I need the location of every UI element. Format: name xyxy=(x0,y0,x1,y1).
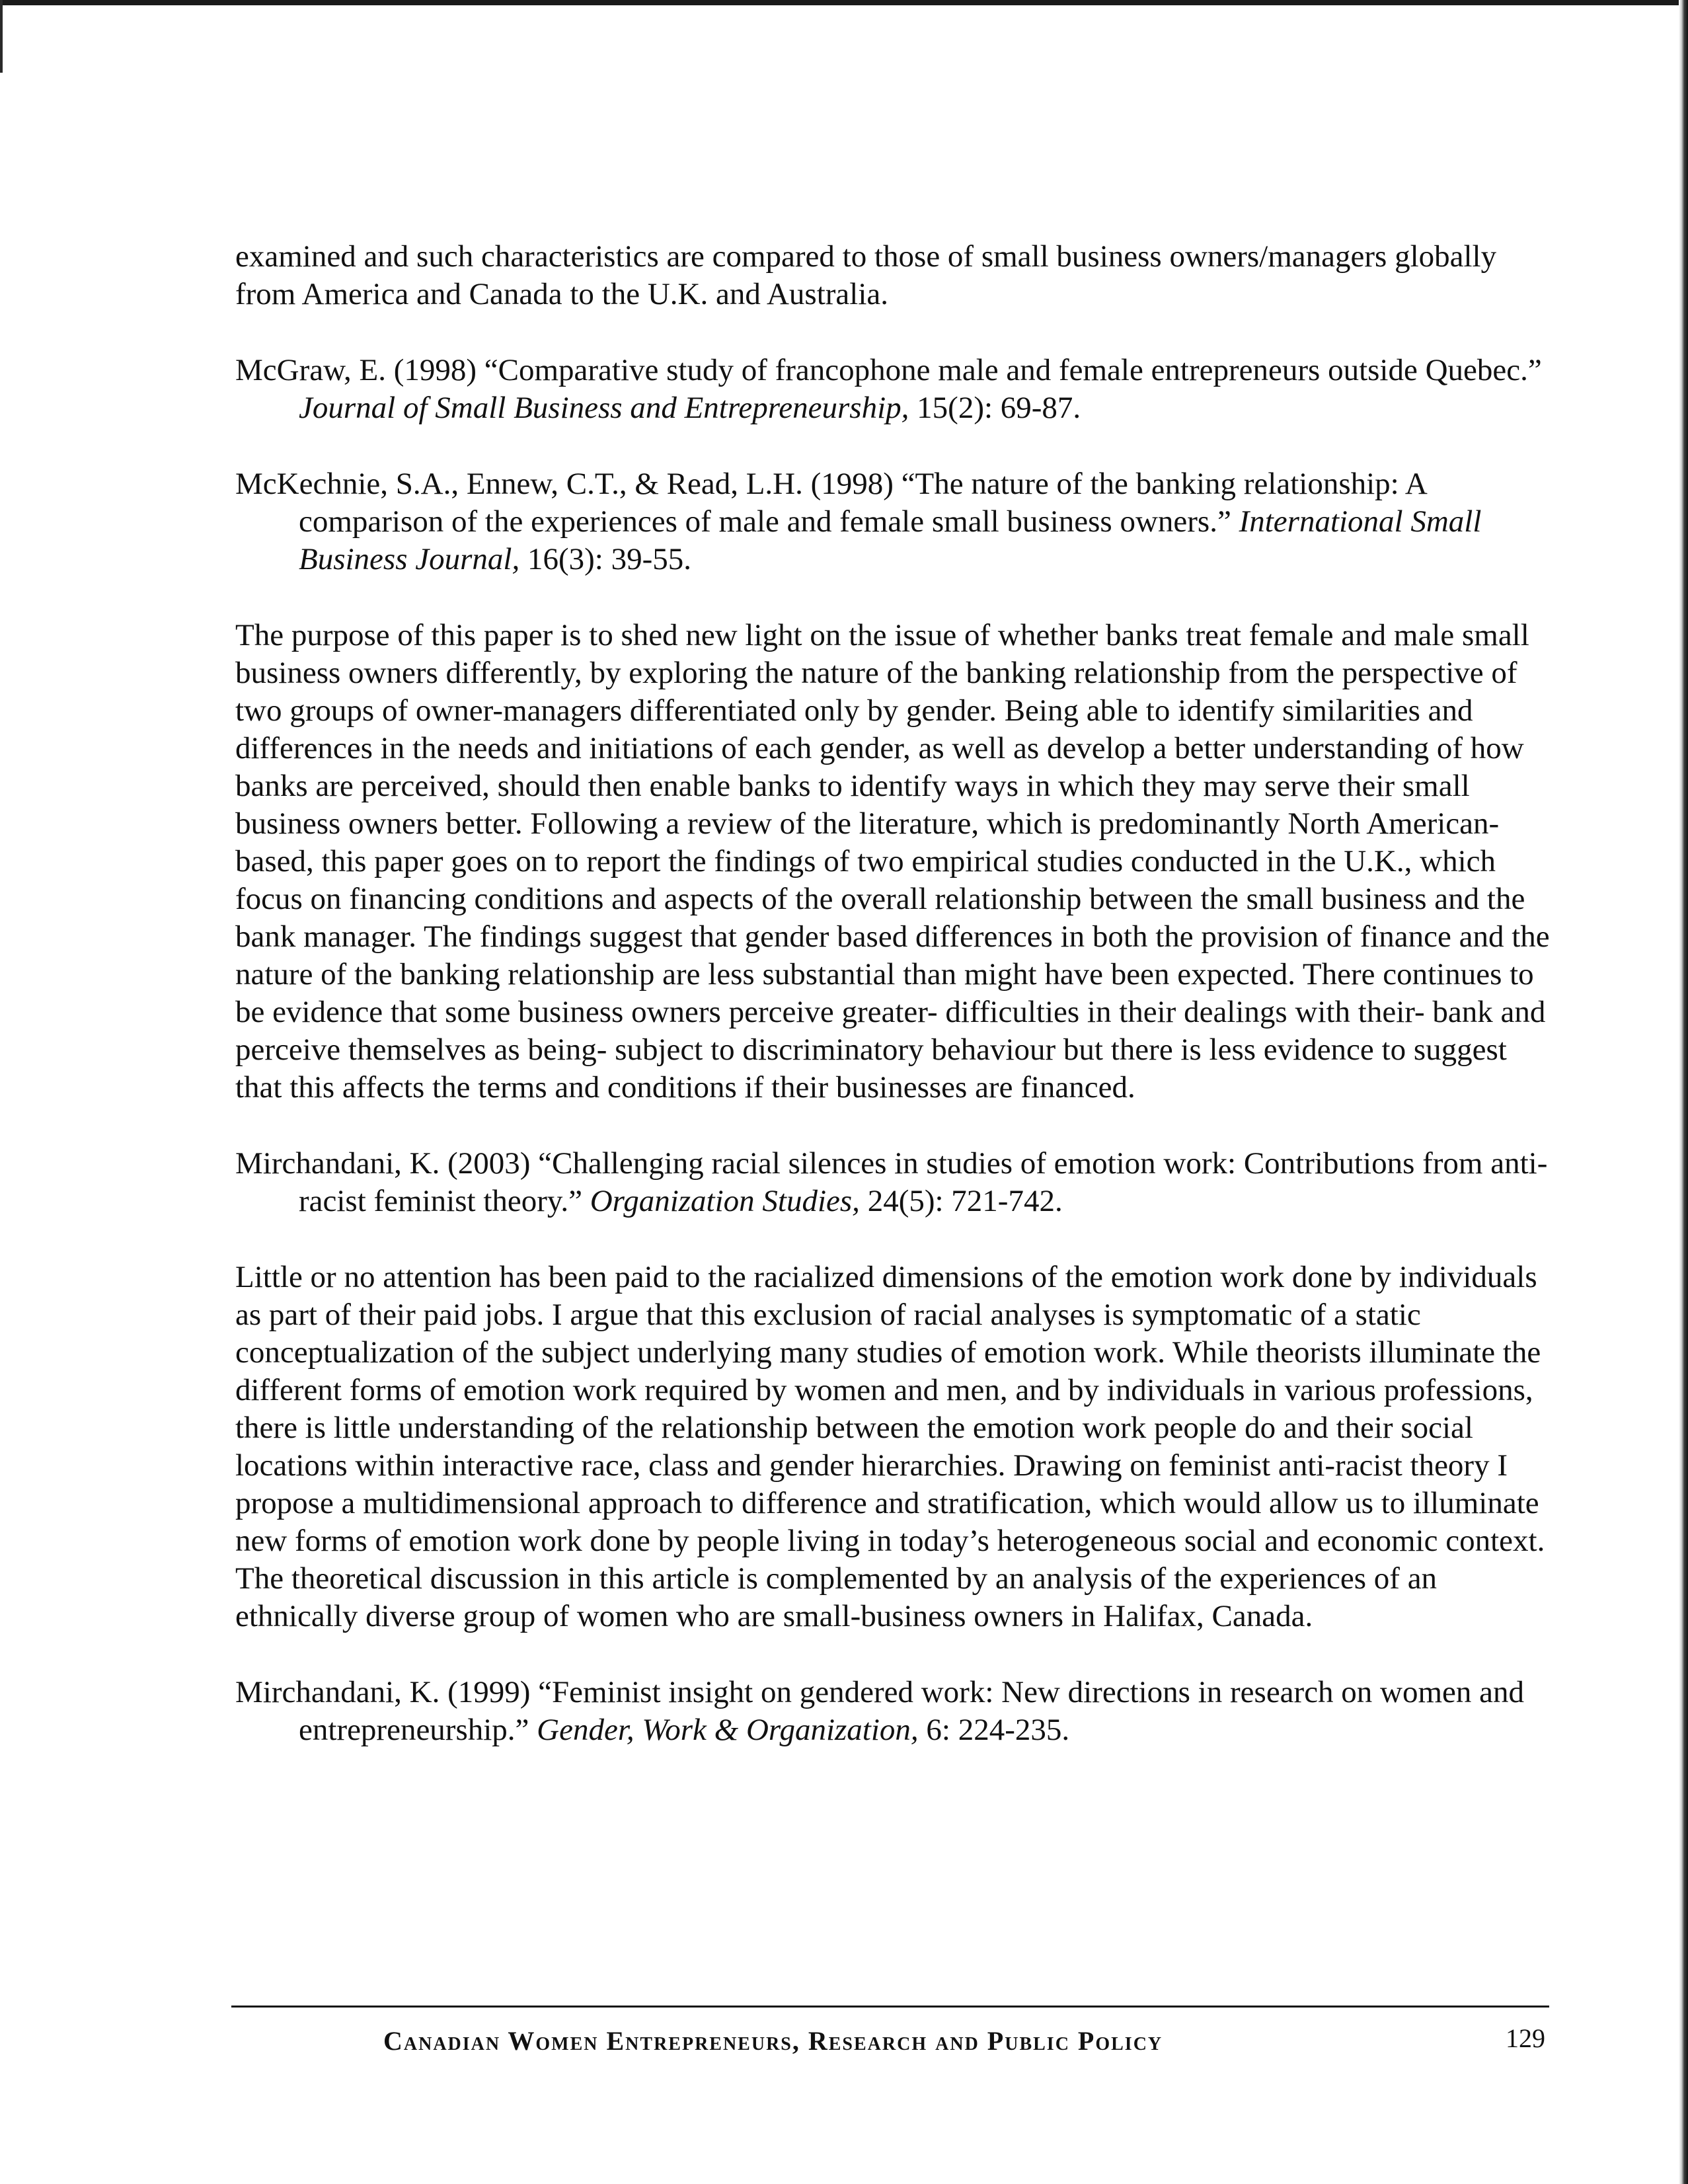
reference-mckechnie-1998 xyxy=(235,465,1551,578)
reference-volume: 15(2): 69-87. xyxy=(917,391,1081,425)
page-number: 129 xyxy=(1506,2023,1545,2053)
reference-volume: 6: 224-235. xyxy=(926,1713,1070,1747)
reference-title: “The nature of the banking relationship: A comparison of the experiences of male and female small business owners.” xyxy=(299,467,1426,539)
reference-volume: 16(3): 39-55. xyxy=(527,542,691,576)
reference-mirchandani-1999 xyxy=(235,1674,1551,1749)
reference-title: “Challenging racial silences in studies of emotion work: Contributions from anti-racist feminist theory.” xyxy=(299,1146,1548,1218)
reference-authors: McKechnie, S.A., Ennew, C.T., & Read, L.H. (1998) xyxy=(235,467,894,501)
reference-authors: Mirchandani, K. (1999) xyxy=(235,1675,531,1709)
reference-journal: International Small Business Journal, xyxy=(299,504,1482,576)
scan-edge-left xyxy=(0,0,3,73)
reference-volume: 24(5): 721-742. xyxy=(867,1184,1063,1218)
reference-title: “Feminist insight on gendered work: New directions in research on women and entrepreneurship.” xyxy=(299,1675,1525,1747)
scan-edge-top xyxy=(0,0,1688,5)
scan-edge-right xyxy=(1679,0,1688,2184)
reference-authors: Mirchandani, K. (2003) xyxy=(235,1146,531,1181)
reference-title: “Comparative study of francophone male and female entrepreneurs outside Quebec.” xyxy=(484,353,1542,387)
page-body xyxy=(235,238,1551,1787)
footer-divider xyxy=(231,2006,1549,2008)
reference-journal: Gender, Work & Organization, xyxy=(537,1713,919,1747)
reference-authors: McGraw, E. (1998) xyxy=(235,353,477,387)
abstract-mckechnie: The purpose of this paper is to shed new light on the issue of whether banks treat female and male small business owners differently, by exploring the nature of the banking relationship from the perspective of two groups of owner-managers differentiated only by gender. Being able to identify similarities and differences in the needs and initiations of each gender, as well as develop a better understanding of how banks are perceived, should then enable banks to identify ways in which they may serve their small business owners better. Following a review of the literature, which is predominantly North American- based, this paper goes on to report the findings of two empirical studies conducted in the U.K., which focus on financing conditions and aspects of the overall relationship between the small business and the bank manager. The findings suggest that gender based differences in both the provision of finance and the nature of the banking relationship are less substantial than might have been expected. There continues to be evidence that some business owners perceive greater- difficulties in their dealings with their- bank and perceive themselves as being- subject to discriminatory behaviour but there is less evidence to suggest that this affects the terms and conditions if their businesses are financed. xyxy=(235,618,1550,1105)
reference-mcgraw-1998 xyxy=(235,352,1551,427)
reference-mirchandani-2003 xyxy=(235,1145,1551,1220)
reference-journal: Organization Studies, xyxy=(590,1184,860,1218)
intro-paragraph: examined and such characteristics are compared to those of small business owners/managers globally from America and Canada to the U.K. and Australia. xyxy=(235,239,1497,311)
running-footer-title: Canadian Women Entrepreneurs, Research and Public Policy xyxy=(383,2026,1163,2056)
abstract-mirchandani-2003: Little or no attention has been paid to the racialized dimensions of the emotion work done by individuals as part of their paid jobs. I argue that this exclusion of racial analyses is symptomatic of a static conceptualization of the subject underlying many studies of emotion work. While theorists illuminate the different forms of emotion work required by women and men, and by individuals in various professions, there is little understanding of the relationship between the emotion work people do and their social locations within interactive race, class and gender hierarchies. Drawing on feminist anti-racist theory I propose a multidimensional approach to difference and stratification, which would allow us to illuminate new forms of emotion work done by people living in today’s heterogeneous social and economic context. The theoretical discussion in this article is complemented by an analysis of the experiences of an ethnically diverse group of women who are small-business owners in Halifax, Canada. xyxy=(235,1260,1545,1633)
reference-journal: Journal of Small Business and Entrepreneurship, xyxy=(299,391,909,425)
